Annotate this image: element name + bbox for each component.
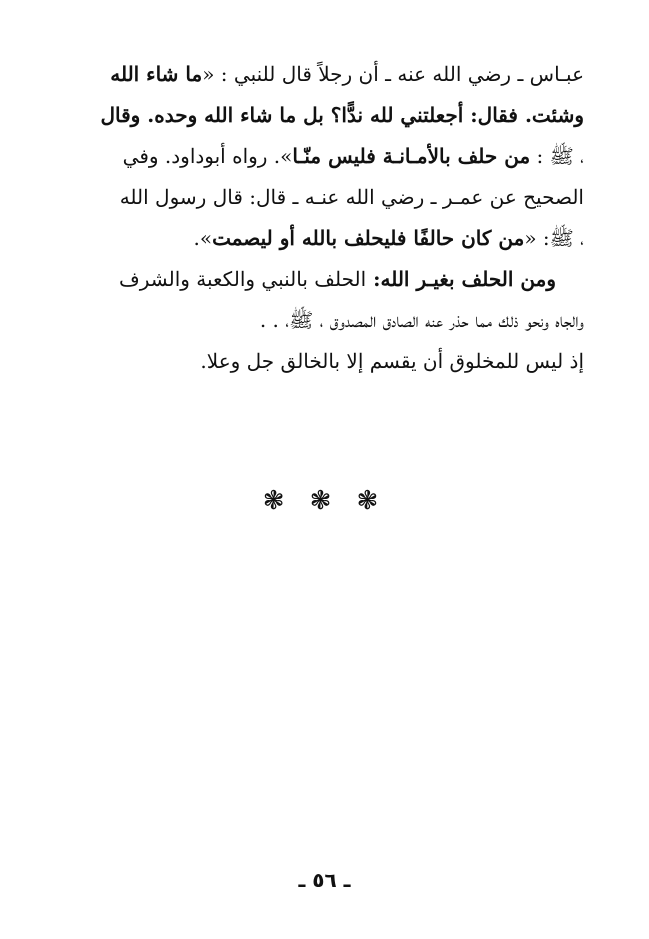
text-segment: ، ﷺ : [530,144,584,168]
text-segment: عبـاس ـ رضي الله عنه ـ أن رجلاً قال للنبي : « [202,62,584,86]
text-segment-bold: وشئت. فقال: أجعلتني لله ندًّا؟ بل ما شاء الله وحده. وقال [100,103,584,127]
section-separator: ❃ ❃ ❃ [262,486,387,516]
text-segment-bold: من كان حالفًا فليحلف بالله أو ليصمت [212,226,525,250]
text-segment: الصحيح عن عمـر ـ رضي الله عنـه ـ قال: قال رسول الله [119,185,584,209]
text-segment: والجاه ونحو ذلك مما حذر عنه الصادق المصدوق ، ﷺ، . . [259,308,584,332]
text-segment-bold: ما شاء الله [110,62,203,86]
text-line [44,95,584,136]
text-segment: ». [193,226,213,250]
text-segment: الحلف بالنبي والكعبة والشرف [119,267,367,291]
text-segment-bold: ومن الحلف بغيـر الله: [366,267,556,291]
page-number: ـ ٥٦ ـ [298,868,351,892]
body-text [44,54,584,382]
text-line [44,341,584,382]
text-segment: ، ﷺ: « [524,226,584,250]
text-line [44,300,584,341]
text-segment: إذ ليس للمخلوق أن يقسم إلا بالخالق جل وعلا. [200,349,584,373]
text-segment-bold: من حلف بالأمـانـة فليس منّـا [292,144,531,168]
text-line [44,177,584,218]
text-line [44,136,584,177]
text-segment: ». رواه أبوداود. وفي [122,144,293,168]
text-line [44,259,584,300]
text-line [44,54,584,95]
text-line [44,218,584,259]
